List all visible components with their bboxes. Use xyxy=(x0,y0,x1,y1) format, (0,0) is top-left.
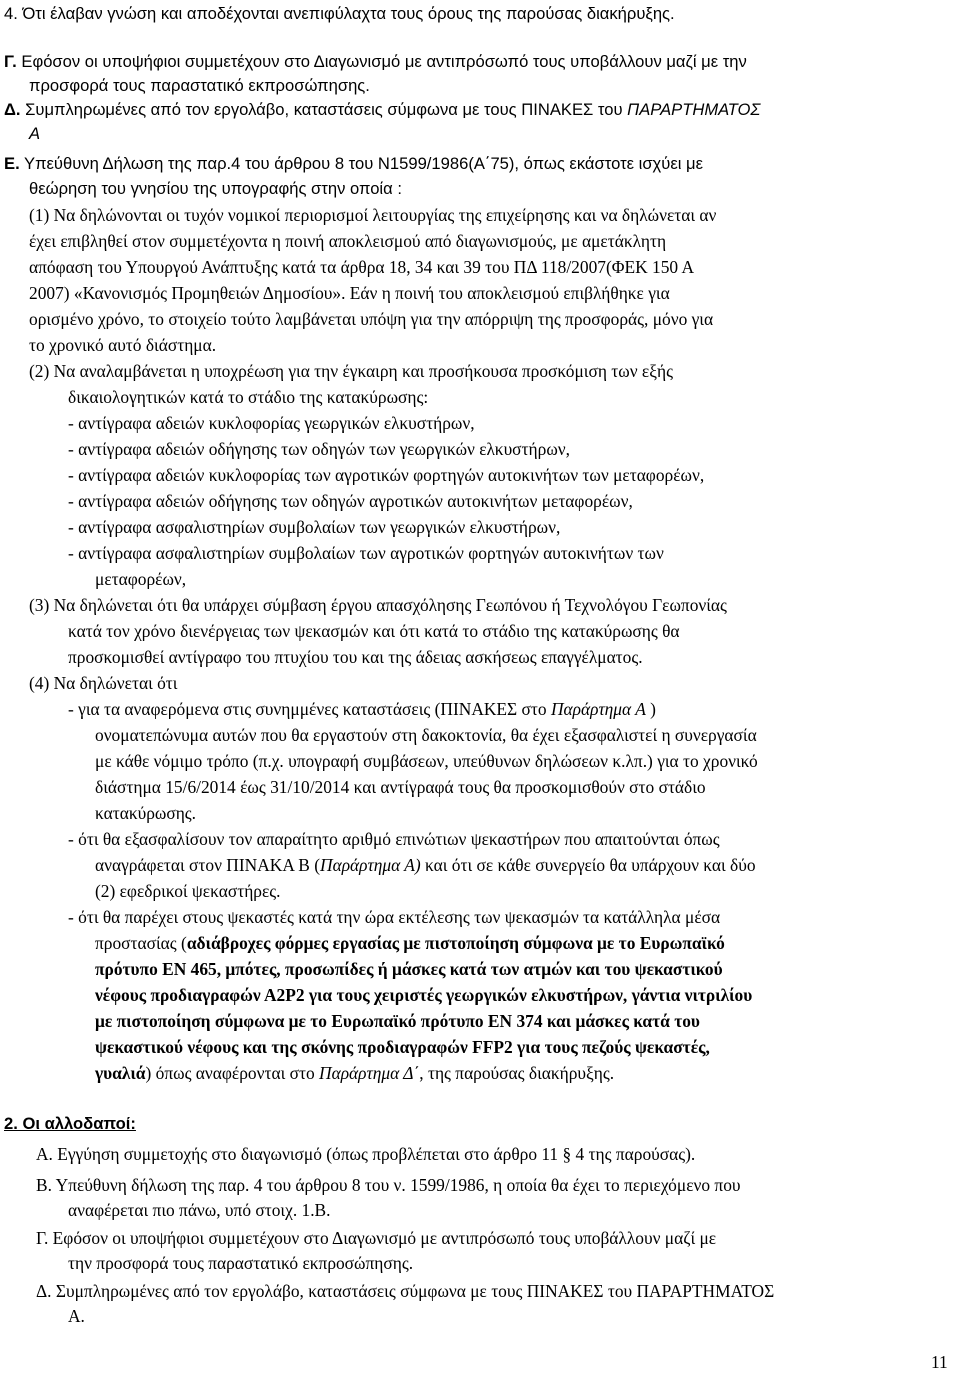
text-line: νέφους προδιαγραφών Α2Ρ2 για τους χειριστές γεωργικών ελκυστήρων, γάντια νιτριλίου xyxy=(95,985,753,1005)
text-line: απόφαση του Υπουργού Ανάπτυξης κατά τα άρθρα 18, 34 και 39 του ΠΔ 118/2007(ΦΕΚ 150 Α xyxy=(29,257,695,277)
text-line: κατά τον χρόνο διενέργειας των ψεκασμών και ότι κατά το στάδιο της κατακύρωσης θα xyxy=(68,621,680,641)
text-line: ορισμένο χρόνο, το στοιχείο τούτο λαμβάνεται υπόψη για την απόρριψη της προσφοράς, μόνο για xyxy=(29,309,714,329)
list-item: - αντίγραφα αδειών οδήγησης των οδηγών αγροτικών αυτοκινήτων μεταφορέων, xyxy=(68,491,633,511)
text-line: γυαλιά) όπως αναφέρονται στο Παράρτημα Δ΄, της παρούσας διακήρυξης. xyxy=(95,1063,615,1083)
text-line: θεώρηση του γνησίου της υπογραφής στην οποία : xyxy=(29,179,402,198)
text-line: το χρονικό αυτό διάστημα. xyxy=(29,335,217,355)
text-line: κατακύρωσης. xyxy=(95,803,197,823)
list-item: - αντίγραφα αδειών κυκλοφορίας γεωργικών ελκυστήρων, xyxy=(68,413,475,433)
list-item: - για τα αναφερόμενα στις συνημμένες καταστάσεις (ΠΙΝΑΚΕΣ στο Παράρτημα Α ) xyxy=(68,699,656,719)
text-line: προσκομισθεί αντίγραφο του πτυχίου του και της άδειας ασκήσεως επαγγέλματος. xyxy=(68,647,643,667)
list-item: - αντίγραφα ασφαλιστηρίων συμβολαίων των αγροτικών φορτηγών αυτοκινήτων των xyxy=(68,543,664,563)
text-line: την προσφορά τους παραστατικό εκπροσώπησης. xyxy=(68,1253,414,1273)
text-line: (2) Να αναλαμβάνεται η υποχρέωση για την έγκαιρη και προσήκουσα προσκόμιση των εξής xyxy=(29,361,673,381)
text-line: μεταφορέων, xyxy=(95,569,187,589)
text-line: 4. Ότι έλαβαν γνώση και αποδέχονται ανεπιφύλαχτα τους όρους της παρούσας διακήρυξης. xyxy=(4,4,675,23)
list-item: Α. Εγγύηση συμμετοχής στο διαγωνισμό (όπως προβλέπεται στο άρθρο 11 § 4 της παρούσας). xyxy=(36,1144,696,1164)
list-item: Δ. Συμπληρωμένες από τον εργολάβο, καταστάσεις σύμφωνα με τους ΠΙΝΑΚΕΣ του ΠΑΡΑΡΤΗΜΑΤΟΣ xyxy=(36,1281,775,1301)
text-line: ψεκαστικού νέφους και της σκόνης προδιαγραφών FFP2 για τους πεζούς ψεκαστές, xyxy=(95,1037,710,1057)
list-item: Β. Υπεύθυνη δήλωση της παρ. 4 του άρθρου 8 του ν. 1599/1986, η οποία θα έχει το περιεχόμενο που xyxy=(36,1175,741,1195)
list-item: - αντίγραφα ασφαλιστηρίων συμβολαίων των γεωργικών ελκυστήρων, xyxy=(68,517,561,537)
text-line: αναγράφεται στον ΠΙΝΑΚΑ Β (Παράρτημα Α) και ότι σε κάθε συνεργείο θα υπάρχουν και δύο xyxy=(95,855,756,875)
text-line: (2) εφεδρικοί ψεκαστήρες. xyxy=(95,881,281,901)
text-line: διάστημα 15/6/2014 έως 31/10/2014 και αντίγραφά τους θα προσκομισθούν στο στάδιο xyxy=(95,777,706,797)
text-line: Ε. Υπεύθυνη Δήλωση της παρ.4 του άρθρου 8 του Ν1599/1986(Α΄75), όπως εκάστοτε ισχύει με xyxy=(4,154,703,173)
section-heading: 2. Οι αλλοδαποί: xyxy=(4,1114,136,1133)
text-line: (3) Να δηλώνεται ότι θα υπάρχει σύμβαση έργου απασχόλησης Γεωπόνου ή Τεχνολόγου Γεωπονίας xyxy=(29,595,727,615)
text-line: Α. xyxy=(68,1306,85,1326)
text-line: προστασίας (αδιάβροχες φόρμες εργασίας με πιστοποίηση σύμφωνα με το Ευρωπαϊκό xyxy=(95,933,725,953)
text-line: αναφέρεται πιο πάνω, υπό στοιχ. 1.Β. xyxy=(68,1200,331,1220)
text-line: με πιστοποίηση σύμφωνα με το Ευρωπαϊκό πρότυπο ΕΝ 374 και μάσκες κατά του xyxy=(95,1011,700,1031)
text-line: Α xyxy=(29,124,41,143)
text-line: Γ. Εφόσον οι υποψήφιοι συμμετέχουν στο Διαγωνισμό με αντιπρόσωπό τους υποβάλλουν μαζί με την xyxy=(4,52,747,71)
text-line: έχει επιβληθεί στον συμμετέχοντα η ποινή αποκλεισμού από διαγωνισμούς, με αμετάκλητη xyxy=(29,231,667,251)
list-item: - ότι θα εξασφαλίσουν τον απαραίτητο αριθμό επινώτιων ψεκαστήρων που απαιτούνται όπως xyxy=(68,829,720,849)
list-item: - αντίγραφα αδειών κυκλοφορίας των αγροτικών φορτηγών αυτοκινήτων των μεταφορέων, xyxy=(68,465,705,485)
text-line: προσφορά τους παραστατικό εκπροσώπησης. xyxy=(29,76,370,95)
text-line: (4) Να δηλώνεται ότι xyxy=(29,673,178,693)
text-line: με κάθε νόμιμο τρόπο (π.χ. υπογραφή συμβάσεων, υπεύθυνων δηλώσεων κ.λπ.) για το χρονικό xyxy=(95,751,758,771)
text-line: 2007) «Κανονισμός Προμηθειών Δημοσίου». Εάν η ποινή του αποκλεισμού επιβλήθηκε για xyxy=(29,283,670,303)
text-line: πρότυπο ΕΝ 465, μπότες, προσωπίδες ή μάσκες κατά των ατμών και του ψεκαστικού xyxy=(95,959,723,979)
text-line: Δ. Συμπληρωμένες από τον εργολάβο, καταστάσεις σύμφωνα με τους ΠΙΝΑΚΕΣ του ΠΑΡΑΡΤΗΜΑΤΟΣ xyxy=(4,100,761,119)
page-number: 11 xyxy=(931,1352,948,1372)
text-line: (1) Να δηλώνονται οι τυχόν νομικοί περιορισμοί λειτουργίας της επιχείρησης και να δηλώνεται αν xyxy=(29,205,717,225)
text-line: δικαιολογητικών κατά το στάδιο της κατακύρωσης: xyxy=(68,387,429,407)
list-item: Γ. Εφόσον οι υποψήφιοι συμμετέχουν στο Διαγωνισμό με αντιπρόσωπό τους υποβάλλουν μαζί με xyxy=(36,1228,717,1248)
text-line: ονοματεπώνυμα αυτών που θα εργαστούν στη δακοκτονία, θα έχει εξασφαλιστεί η συνεργασία xyxy=(95,725,757,745)
list-item: - ότι θα παρέχει στους ψεκαστές κατά την ώρα εκτέλεσης των ψεκασμών τα κατάλληλα μέσα xyxy=(68,907,721,927)
list-item: - αντίγραφα αδειών οδήγησης των οδηγών των γεωργικών ελκυστήρων, xyxy=(68,439,570,459)
